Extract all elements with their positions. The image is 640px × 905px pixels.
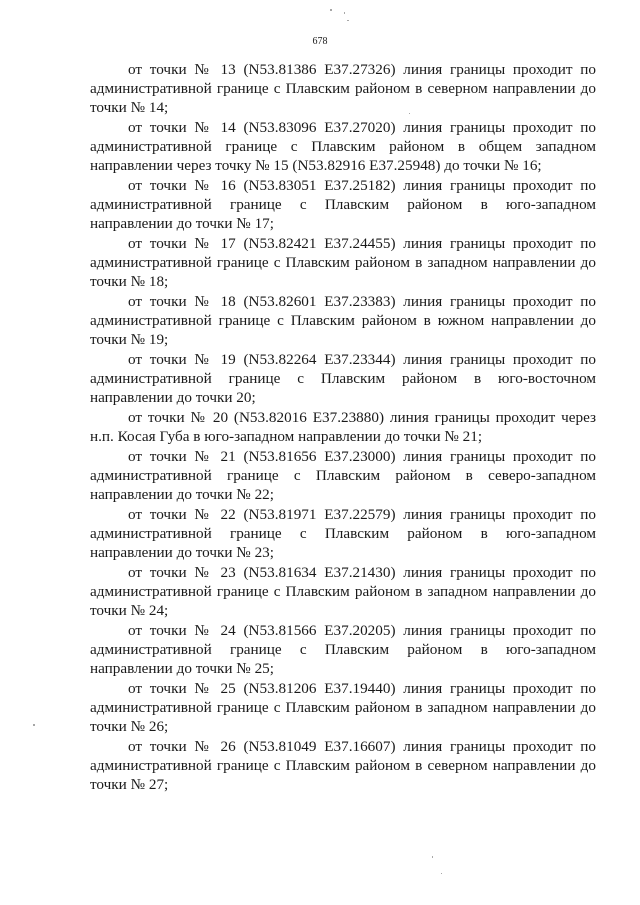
boundary-paragraph-13: от точки № 13 (N53.81386 E37.27326) линия границы проходит по административной границе с Плавским районом в северном направлении до точки № 14; bbox=[90, 61, 596, 116]
boundary-paragraph-22: от точки № 22 (N53.81971 E37.22579) линия границы проходит по административной границе с Плавским районом в юго-западном направлении до точки № 23; bbox=[90, 506, 596, 561]
scan-speck bbox=[347, 20, 349, 21]
boundary-paragraph-18: от точки № 18 (N53.82601 E37.23383) линия границы проходит по административной границе с Плавским районом в южном направлении до точки № 19; bbox=[90, 293, 596, 348]
boundary-paragraph-17: от точки № 17 (N53.82421 E37.24455) линия границы проходит по административной границе с Плавским районом в западном направлении до точки № 18; bbox=[90, 235, 596, 290]
scan-speck bbox=[330, 9, 332, 11]
page-number: 678 bbox=[312, 36, 328, 47]
boundary-paragraph-14: от точки № 14 (N53.83096 E37.27020) линия границы проходит по административной границе с Плавским районом в общем западном направлении через точку № 15 (N53.82916 E37.25948) до точки № 16; bbox=[90, 119, 596, 174]
boundary-paragraph-26: от точки № 26 (N53.81049 E37.16607) линия границы проходит по административной границе с Плавским районом в северном направлении до точки № 27; bbox=[90, 738, 596, 793]
boundary-paragraph-20: от точки № 20 (N53.82016 E37.23880) линия границы проходит через н.п. Косая Губа в юго-западном направлении до точки № 21; bbox=[90, 409, 596, 445]
boundary-paragraph-23: от точки № 23 (N53.81634 E37.21430) линия границы проходит по административной границе с Плавским районом в западном направлении до точки № 24; bbox=[90, 564, 596, 619]
boundary-paragraph-24: от точки № 24 (N53.81566 E37.20205) линия границы проходит по административной границе с Плавским районом в юго-западном направлении до точки № 25; bbox=[90, 622, 596, 677]
scan-speck bbox=[344, 12, 345, 14]
scan-speck bbox=[33, 724, 35, 726]
boundary-paragraph-25: от точки № 25 (N53.81206 E37.19440) линия границы проходит по административной границе с Плавским районом в западном направлении до точки № 26; bbox=[90, 680, 596, 735]
boundary-paragraph-21: от точки № 21 (N53.81656 E37.23000) линия границы проходит по административной границе с Плавским районом в северо-западном направлении до точки № 22; bbox=[90, 448, 596, 503]
boundary-paragraph-16: от точки № 16 (N53.83051 E37.25182) линия границы проходит по административной границе с Плавским районом в юго-западном направлении до точки № 17; bbox=[90, 177, 596, 232]
document-body bbox=[90, 60, 596, 795]
scan-speck bbox=[409, 113, 410, 114]
boundary-paragraph-19: от точки № 19 (N53.82264 E37.23344) линия границы проходит по административной границе с Плавским районом в юго-восточном направлении до точки 20; bbox=[90, 351, 596, 406]
scan-speck bbox=[441, 873, 442, 874]
scan-speck bbox=[432, 856, 433, 858]
